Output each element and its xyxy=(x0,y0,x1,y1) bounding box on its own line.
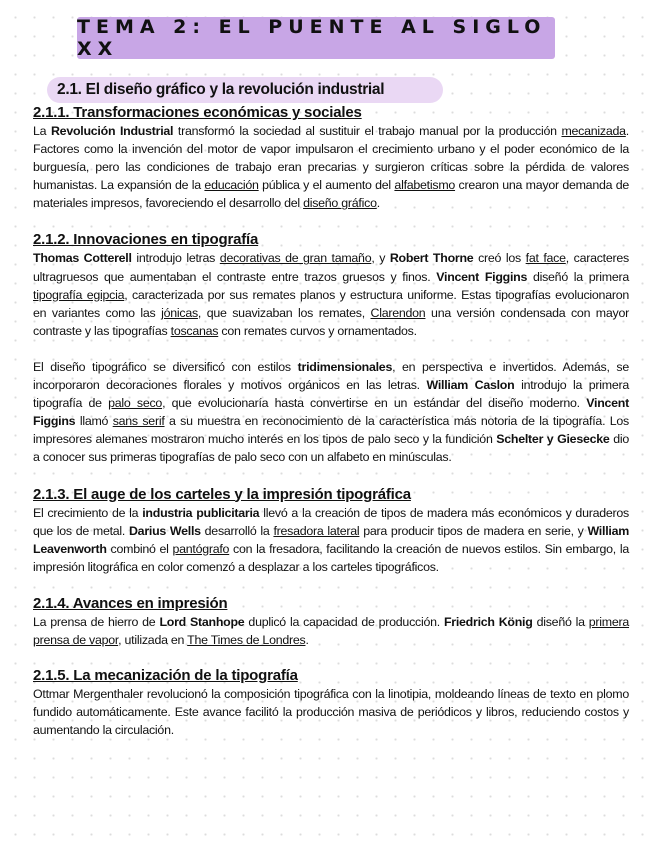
paragraph-2-1-1: La Revolución Industrial transformó la sociedad al sustituir el trabajo manual por la producción mecanizada. Factores como la invención del motor de vapor impulsaron el crecimiento urbano y el poder económico de la burguesía, pero las condiciones de trabajo eran precarias y surgieron críticas sobre la pérdida de valores humanistas. La expansión de la educación pública y el aumento del alfabetismo crearon una mayor demanda de materiales impresos, favoreciendo el desarrollo del diseño gráfico. xyxy=(33,124,630,211)
spacer xyxy=(33,212,629,230)
heading-2-1-1: 2.1.1. Transformaciones económicas y sociales xyxy=(33,104,362,121)
heading-2-1-2: 2.1.2. Innovaciones en tipografía xyxy=(33,231,259,249)
heading-2-1-5: 2.1.5. La mecanización de la tipografía xyxy=(33,667,298,685)
content-body xyxy=(33,103,629,739)
section-title: 2.1. El diseño gráfico y la revolución industrial xyxy=(57,81,385,98)
paragraph-2-1-4: La prensa de hierro de Lord Stanhope duplicó la capacidad de producción. Friedrich König diseñó la primera prensa de vapor, utilizada en The Times de Londres. xyxy=(33,614,629,647)
heading-2-1-4: 2.1.4. Avances en impresión xyxy=(33,594,228,612)
paragraph-2-1-5: Ottmar Mergenthaler revolucionó la composición tipográfica con la linotipia, moldeando líneas de texto en plomo fundido automáticamente. Este avance facilitó la producción masiva de periódicos y libros, reduciendo costos y aumentando la circulación. xyxy=(33,687,629,738)
document-title: TEMA 2: EL PUENTE AL SIGLO XX xyxy=(77,16,547,60)
paragraph-2-1-2a: Thomas Cotterell introdujo letras decorativas de gran tamaño, y Robert Thorne creó los fat face, caracteres ultragruesos que aumentaban el contraste entre trazos gruesos y finos. Vincent Figgins diseñó la primera tipografía egipcia, caracterizada por sus remates planos y estructura uniforme. Estas tipografías evolucionaron en variantes como las jónicas, que suavizaban los remates, Clarendon una versión condensada con mayor contraste y las tipografías toscanas con remates curvos y ornamentados. xyxy=(33,251,629,338)
title-banner xyxy=(77,17,555,59)
spacer xyxy=(33,467,629,485)
heading-2-1-3: 2.1.3. El auge de los carteles y la impresión tipográfica xyxy=(33,485,411,503)
paragraph-2-1-3: El crecimiento de la industria publicitaria llevó a la creación de tipos de madera más económicos y duraderos que los de metal. Darius Wells desarrolló la fresadora lateral para producir tipos de madera en serie, y William Leavenworth combinó el pantógrafo con la fresadora, facilitando la creación de nuevos estilos. Sin embargo, la impresión litográfica en color comenzó a desplazar a los carteles tipográficos. xyxy=(33,505,629,574)
section-banner xyxy=(47,77,443,103)
spacer xyxy=(33,340,629,358)
paragraph-2-1-2b: El diseño tipográfico se diversificó con estilos tridimensionales, en perspectiva e invertidos. Además, se incorporaron decoraciones florales y motivos orgánicos en las letras. William Caslon introdujo la primera tipografía de palo seco, que evolucionaría hasta convertirse en un estándar del diseño moderno. Vincent Figgins llamó sans serif a su muestra en reconocimiento de la característica más notoria de la tipografía. Los impresores alemanes mostraron mucho interés en los tipos de palo seco y la fundición Schelter y Giesecke dio a conocer sus primeras tipografías de palo seco con un alfabeto en minúsculas. xyxy=(33,359,630,465)
spacer xyxy=(33,649,629,666)
spacer xyxy=(33,576,629,594)
